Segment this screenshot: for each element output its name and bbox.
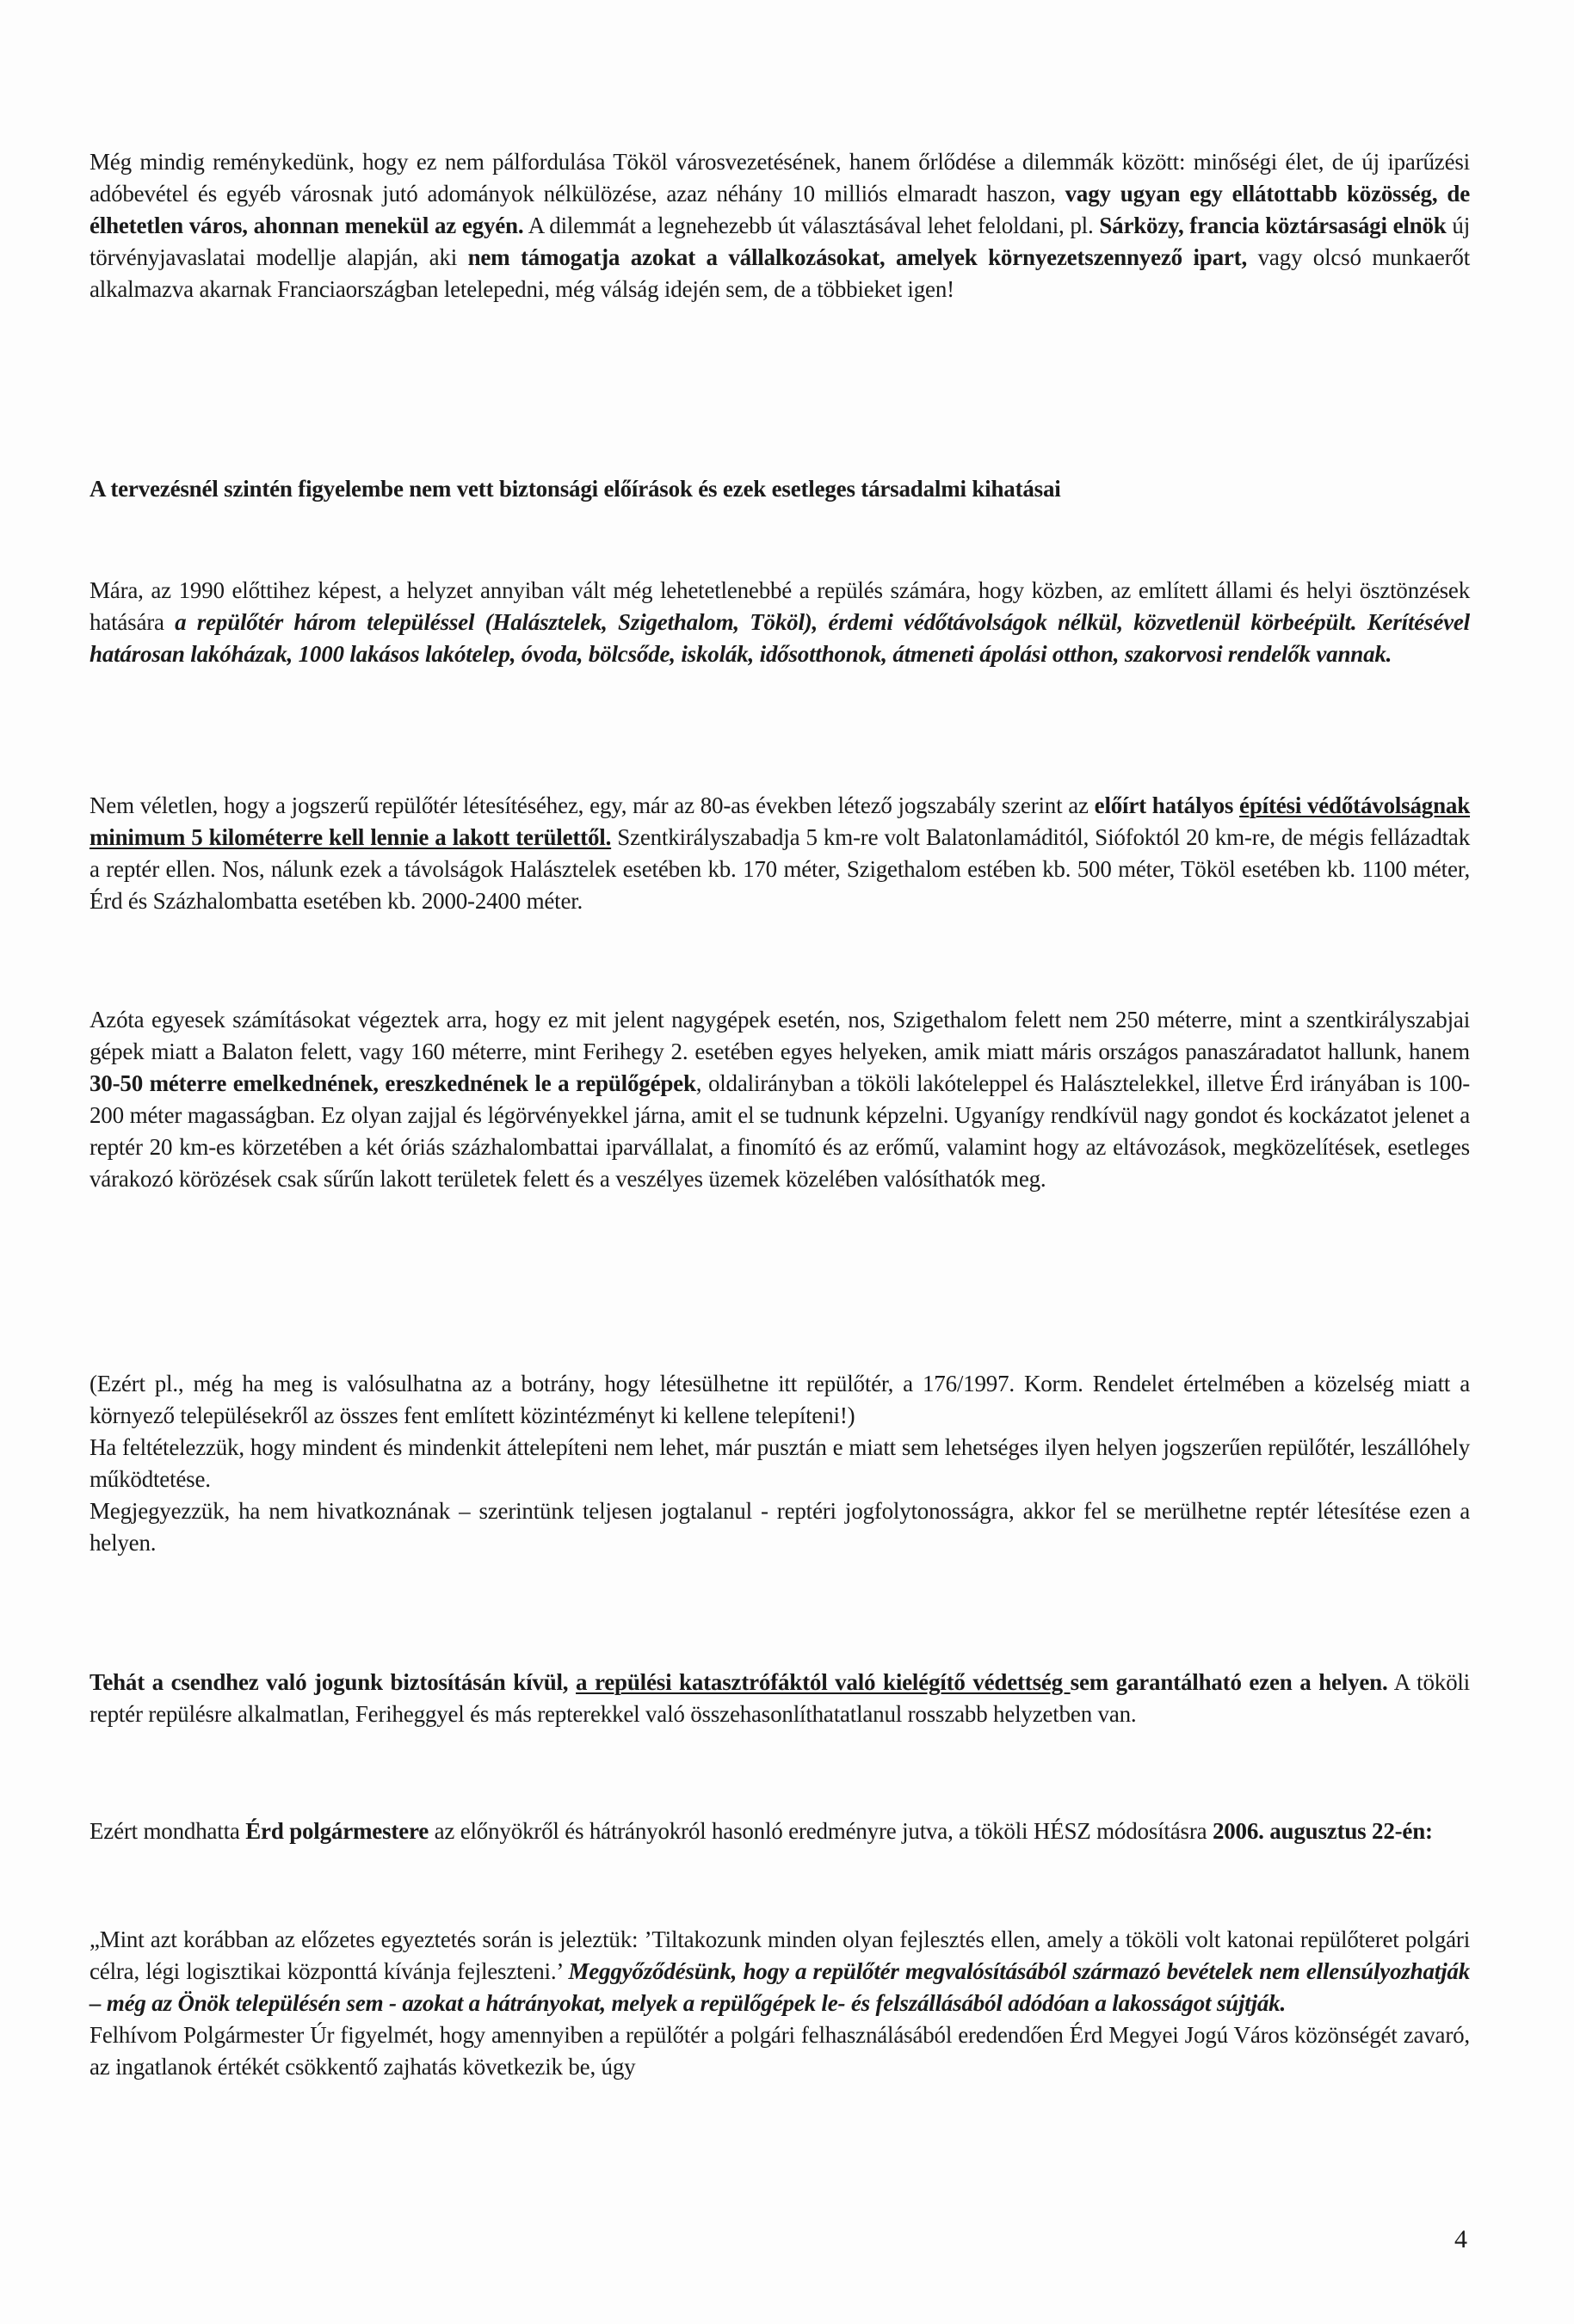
page-number: 4 [1454, 2225, 1467, 2253]
text-line: (Ezért pl., még ha meg is valósulhatna az a botrány, hogy létesülhetne itt repülőtér, a 176/1997. Korm. Rendelet értelmében a közelség miatt a környező településekről az összes fent említett közintézményt ki kellene telepíteni!) [90, 1371, 1470, 1428]
paragraph-airport-surrounded [90, 575, 1470, 670]
text-run: , oldalirányban a tököli lakóteleppel és Halásztelekkel, illetve Érd irányában is 100-200 méter magasságban. Ez olyan zajjal és légörvényekkel járna, amit el se tudnunk képzelni. Ugyanígy rendkívül nagy gondot és kockázatot jelenet a reptér 20 km-es körzetében a két óriás százhalombattai iparvállalat, a finomító és az erőmű, valamint hogy az eltávozások, megközelítések, esetleges várakozó körözések csak sűrűn lakott területek felett és a veszélyes üzemek közelében valósíthatók meg. [90, 1070, 1470, 1192]
text-run: vagy olcsó munkaerőt alkalmazva akarnak Franciaországban letelepedni, még válság idején sem, de a többieket igen! [90, 244, 1470, 302]
paragraph-protection-distance [90, 790, 1470, 917]
text-run: Szentkirályszabadja 5 km-re volt Balatonlamáditól, Siófoktól 20 km-re, de mégis fellázadtak a reptér ellen. Nos, nálunk ezek a távolságok Halásztelek esetében kb. 170 méter, Szigethalom estében kb. 500 méter, Tököl esetében kb. 1100 méter, Érd és Százhalombatta esetében kb. 2000-2400 méter. [90, 824, 1471, 914]
text-run: „Mint azt korábban az előzetes egyeztetés során is jeleztük: ’Tiltakozunk minden olyan fejlesztés ellen, amely a tököli volt katonai repülőteret polgári célra, légi logisztikai központtá kívánja fejleszteni.’ [90, 1926, 1470, 1984]
bold-italic-text-run: a repülőtér három településsel (Halásztelek, Szigethalom, Tököl), érdemi védőtávolságok nélkül, közvetlenül körbeépült. Kerítésével határosan lakóházak, 1000 lakásos lakótelep, óvoda, bölcsőde, iskolák, idősotthonok, átmeneti ápolási otthon, szakorvosi rendelők vannak. [90, 609, 1470, 667]
text-run: A dilemmát a legnehezebb út választásával lehet feloldani, pl. [523, 213, 1100, 238]
text-line: Ha feltételezzük, hogy mindent és mindenkit áttelepíteni nem lehet, már pusztán e miatt sem lehetséges ilyen helyen jogszerűen repülőtér, leszállóhely működtetése. [90, 1434, 1470, 1492]
bold-text-run: Tehát a csendhez való jogunk biztosításán kívül, [90, 1669, 577, 1695]
text-line: Felhívom Polgármester Úr figyelmét, hogy amennyiben a repülőtér a polgári felhasználásából eredendően Érd Megyei Jogú Város közönségét zavaró, az ingatlanok értékét csökkentő zajhatás következik be, úgy [90, 2022, 1470, 2080]
paragraph-regulation [90, 1368, 1470, 1559]
bold-text-run: előírt hatályos [1094, 792, 1240, 818]
text-run: Azóta egyesek számításokat végeztek arra, hogy ez mit jelent nagygépek esetén, nos, Szigethalom felett nem 250 méterre, mint a szentkirályszabjai gépek miatt a Balaton felett, vagy 160 méterre, mint Ferihegy 2. esetében egyes helyeken, amik miatt máris országos panaszáradatot hallunk, hanem [90, 1007, 1470, 1064]
paragraph-dilemma [90, 146, 1470, 305]
bold-text-run: Sárközy, francia köztársasági elnök [1099, 213, 1447, 238]
bold-text-run: 30-50 méterre emelkednének, ereszkednének le a repülőgépek [90, 1070, 696, 1096]
bold-text-run: vagy ugyan egy ellátottabb közösség, de élhetetlen város, ahonnan menekül az egyén. [90, 181, 1470, 238]
bold-italic-text-run: Meggyőződésünk, hogy a repülőtér megvalósításából származó bevételek nem ellensúlyozhatják – még az Önök településén sem - azokat a hátrányokat, melyek a repülőgépek le- és felszállásából adódóan a lakosságot sújtják. [90, 1958, 1470, 2016]
bold-text-run: sem garantálható ezen a helyen. [1070, 1669, 1388, 1695]
text-run: A tököli reptér repülésre alkalmatlan, Feriheggyel és más repterekkel való összehasonlíthatatlanul rosszabb helyzetben van. [90, 1669, 1470, 1727]
bold-text-run: Érd polgármestere [245, 1818, 429, 1844]
text-run: új törvényjavaslatai modellje alapján, aki [90, 213, 1470, 270]
underlined-bold-text-run: a repülési katasztrófáktól való kielégítő védettség [576, 1669, 1071, 1695]
text-run: Még mindig reménykedünk, hogy ez nem pálfordulása Tököl városvezetésének, hanem őrlődése a dilemmák között: minőségi élet, de új iparűzési adóbevétel és egyéb városnak jutó adományok nélkülözése, azaz néhány 10 milliós elmaradt haszon, [90, 149, 1470, 207]
paragraph-flight-heights [90, 1004, 1470, 1195]
section-heading: A tervezésnél szintén figyelembe nem vett biztonsági előírások és ezek esetleges társadalmi kihatásai [90, 476, 1061, 502]
underlined-bold-text-run: építési védőtávolságnak minimum 5 kilométerre kell lennie a lakott területtől. [90, 792, 1471, 850]
text-run: Mára, az 1990 előttihez képest, a helyzet annyiban vált még lehetetlenebbé a repülés számára, hogy közben, az említett állami és helyi ösztönzések hatására [90, 577, 1470, 635]
text-run: Ezért mondhatta [90, 1818, 246, 1844]
text-line: Megjegyezzük, ha nem hivatkoznának – szerintünk teljesen jogtalanul - reptéri jogfolytonosságra, akkor fel se merülhetne reptér létesítése ezen a helyen. [90, 1498, 1470, 1556]
bold-text-run: 2006. augusztus 22-én: [1212, 1818, 1433, 1844]
text-run: Nem véletlen, hogy a jogszerű repülőtér létesítéséhez, egy, már az 80-as években létező jogszabály szerint az [90, 792, 1095, 818]
text-run: az előnyökről és hátrányokról hasonló eredményre jutva, a tököli HÉSZ módosításra [429, 1818, 1213, 1844]
paragraph-quote [90, 1924, 1470, 2083]
bold-text-run: nem támogatja azokat a vállalkozásokat, amelyek környezetszennyező ipart, [467, 244, 1248, 270]
paragraph-erd-mayor [90, 1815, 1470, 1847]
paragraph-conclusion [90, 1667, 1470, 1730]
